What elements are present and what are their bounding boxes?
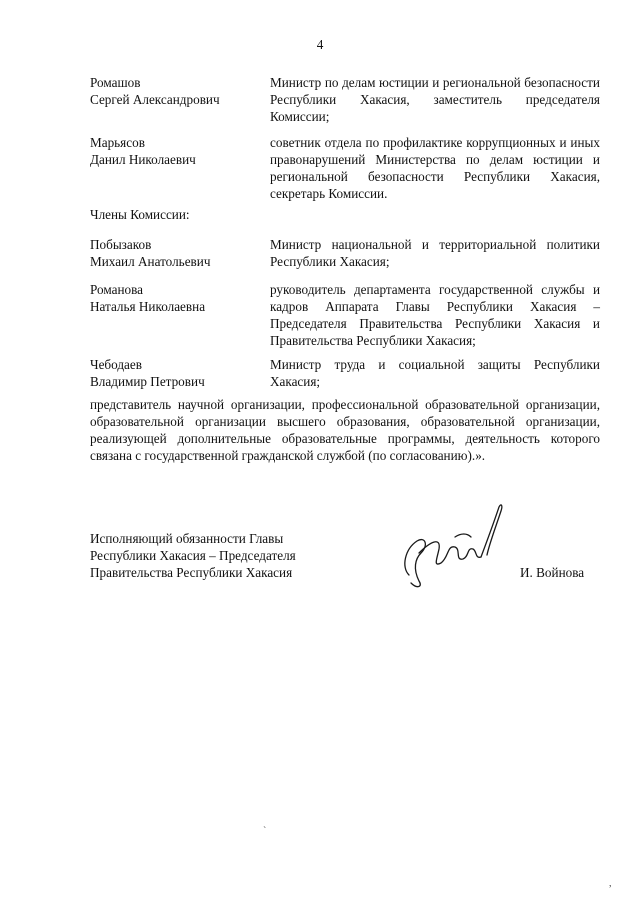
signer-name: И. Войнова xyxy=(520,565,585,580)
commission-entry-deputy-chair xyxy=(90,74,600,124)
given-names: Михаил Анатольевич xyxy=(90,254,211,269)
commission-entry-secretary xyxy=(90,134,600,202)
scan-speck: ` xyxy=(263,826,267,837)
given-names: Данил Николаевич xyxy=(90,152,196,167)
surname: Марьясов xyxy=(90,135,145,150)
signature-stroke xyxy=(455,534,471,537)
person-name xyxy=(90,356,260,390)
signatory-title-line: Республики Хакасия – Председателя xyxy=(90,548,296,563)
person-name xyxy=(90,134,260,168)
signature-stroke xyxy=(419,542,481,564)
handwritten-signature xyxy=(395,497,515,592)
signatory-title-line: Исполняющий обязанности Главы xyxy=(90,531,284,546)
signatory-title xyxy=(90,530,296,581)
person-name xyxy=(90,281,260,315)
signatory-title-line: Правительства Республики Хакасия xyxy=(90,565,293,580)
commission-member-entry xyxy=(90,236,600,270)
person-role: советник отдела по профилактике коррупционных и иных правонарушений Министерства по делам юстиции и региональной безопасности Республики Хакасия, секретарь Комиссии. xyxy=(270,135,600,201)
person-role: руководитель департамента государственной службы и кадров Аппарата Главы Республики Хакасия – Председателя Правительства Республики Хакасия и Правительства Республики Хакасия; xyxy=(270,282,600,348)
page-number: 4 xyxy=(316,37,324,52)
person-name xyxy=(90,74,260,108)
person-role: Министр национальной и территориальной политики Республики Хакасия; xyxy=(270,237,600,269)
scan-speck: , xyxy=(609,878,612,889)
commission-member-entry xyxy=(90,281,600,349)
person-role: Министр по делам юстиции и региональной безопасности Республики Хакасия, заместитель председателя Комиссии; xyxy=(270,75,600,124)
members-heading: Члены Комиссии: xyxy=(90,207,190,222)
surname: Романова xyxy=(90,282,144,297)
given-names: Владимир Петрович xyxy=(90,374,205,389)
commission-member-entry xyxy=(90,356,600,390)
given-names: Наталья Николаевна xyxy=(90,299,206,314)
given-names: Сергей Александрович xyxy=(90,92,220,107)
signature-stroke xyxy=(405,540,426,587)
person-role: Министр труда и социальной защиты Республики Хакасия; xyxy=(270,357,600,389)
surname: Ромашов xyxy=(90,75,141,90)
surname: Чебодаев xyxy=(90,357,142,372)
signature-stroke xyxy=(481,505,502,557)
closing-paragraph: представитель научной организации, профессиональной образовательной организации, образовательной организации высшего образования, образовательной организации, реализующей дополнительные образовательные программы, деятельность которого связана с государственной гражданской службой (по согласованию).». xyxy=(90,397,600,463)
person-name xyxy=(90,236,260,270)
surname: Побызаков xyxy=(90,237,152,252)
